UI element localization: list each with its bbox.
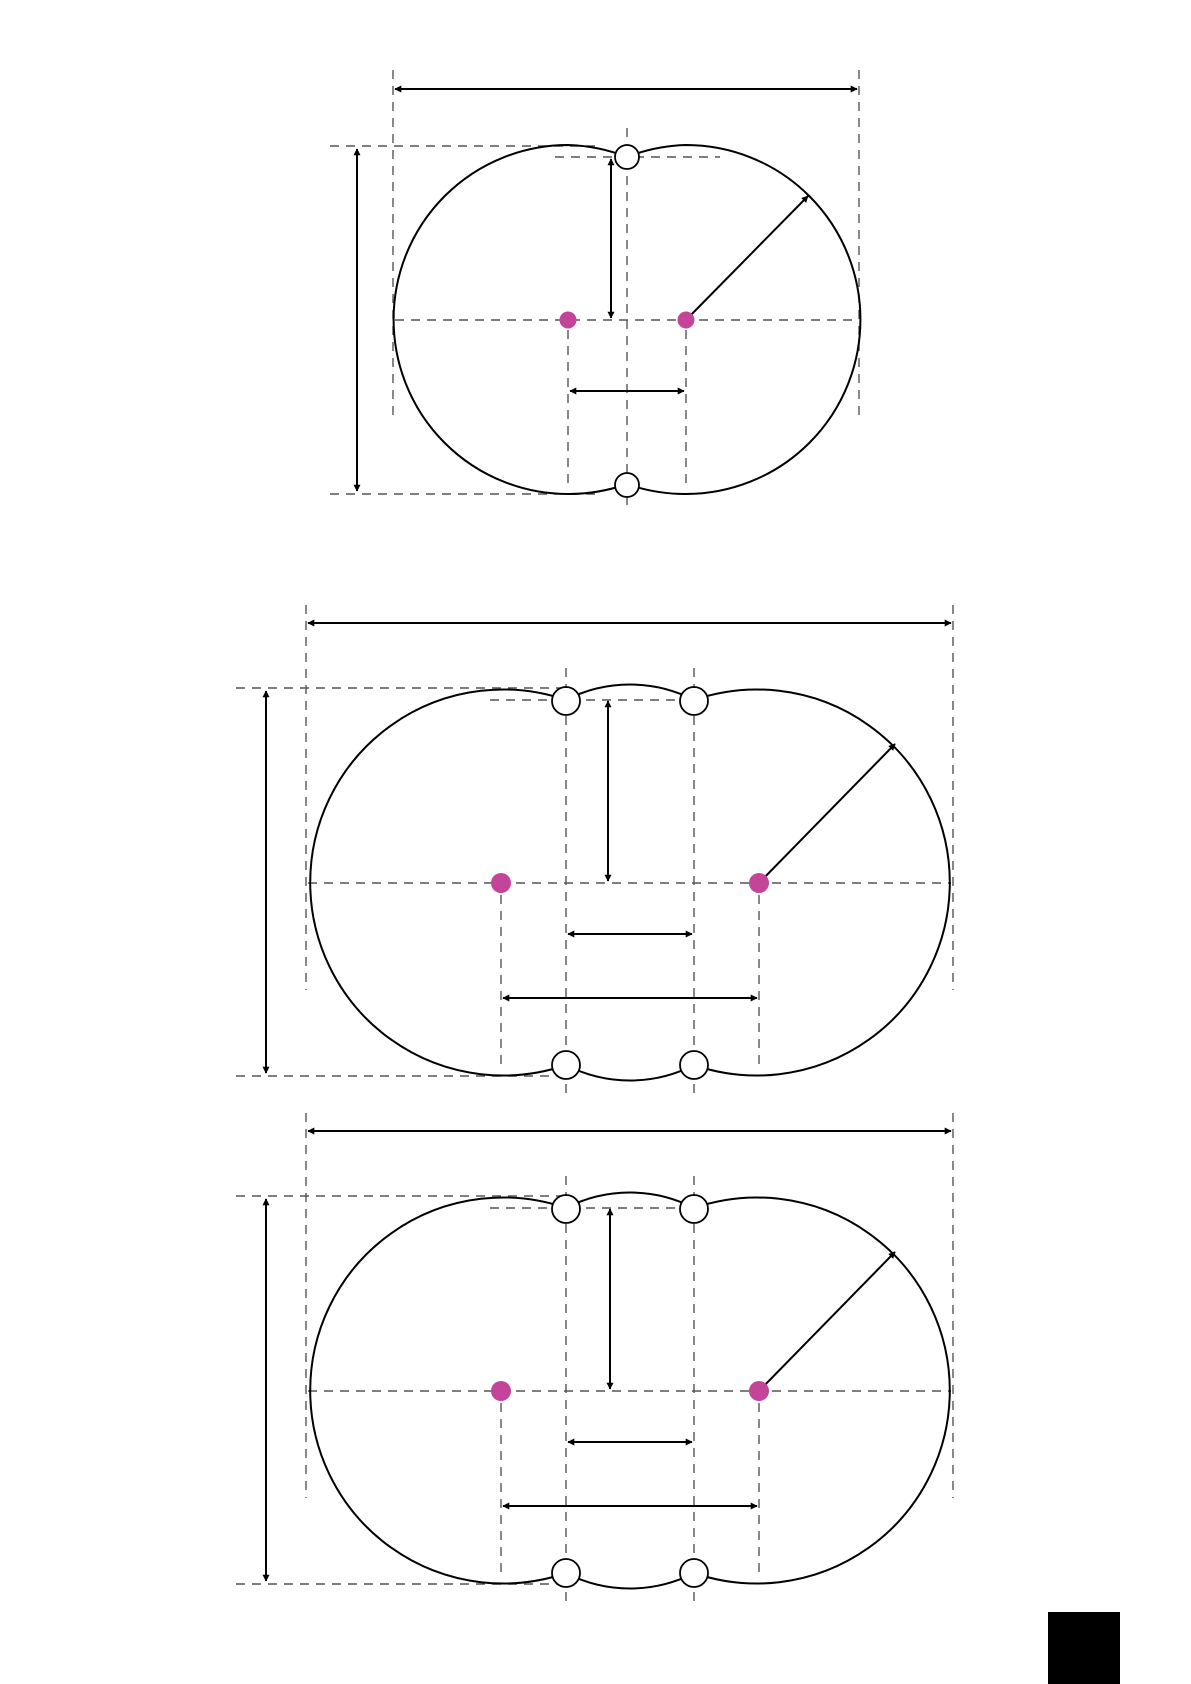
figure-3-joint-bottom-right: [680, 1559, 708, 1587]
figure-1-two-circle-shape: [330, 70, 860, 512]
figure-1-guides: [330, 70, 859, 512]
figure-2-center-left: [491, 873, 511, 893]
figure-3-joint-bottom-left: [552, 1559, 580, 1587]
figure-1-joint-bottom: [615, 473, 639, 497]
figure-3-joint-top-left: [552, 1195, 580, 1223]
figure-2-center-right: [749, 873, 769, 893]
figure-2-joint-bottom-left: [552, 1051, 580, 1079]
figure-2-guides: [236, 605, 953, 1098]
figure-1-joint-top: [615, 145, 639, 169]
figure-1-radius-dimension: [686, 196, 808, 320]
figure-3-center-right: [749, 1381, 769, 1401]
figure-3-joint-top-right: [680, 1195, 708, 1223]
corner-black-block: [1048, 1612, 1120, 1684]
figure-2-joint-top-left: [552, 687, 580, 715]
figure-1-center-right: [678, 312, 695, 329]
figure-2-radius-dimension: [759, 744, 895, 883]
figure-3-guides: [236, 1113, 953, 1606]
figure-2-joint-bottom-right: [680, 1051, 708, 1079]
figure-3-radius-dimension: [759, 1252, 895, 1391]
figure-1-center-left: [560, 312, 577, 329]
figure-2-joint-top-right: [680, 687, 708, 715]
figure-3-three-circle-shape: [236, 1113, 953, 1606]
figure-3-center-left: [491, 1381, 511, 1401]
figure-2-three-circle-shape: [236, 605, 953, 1098]
